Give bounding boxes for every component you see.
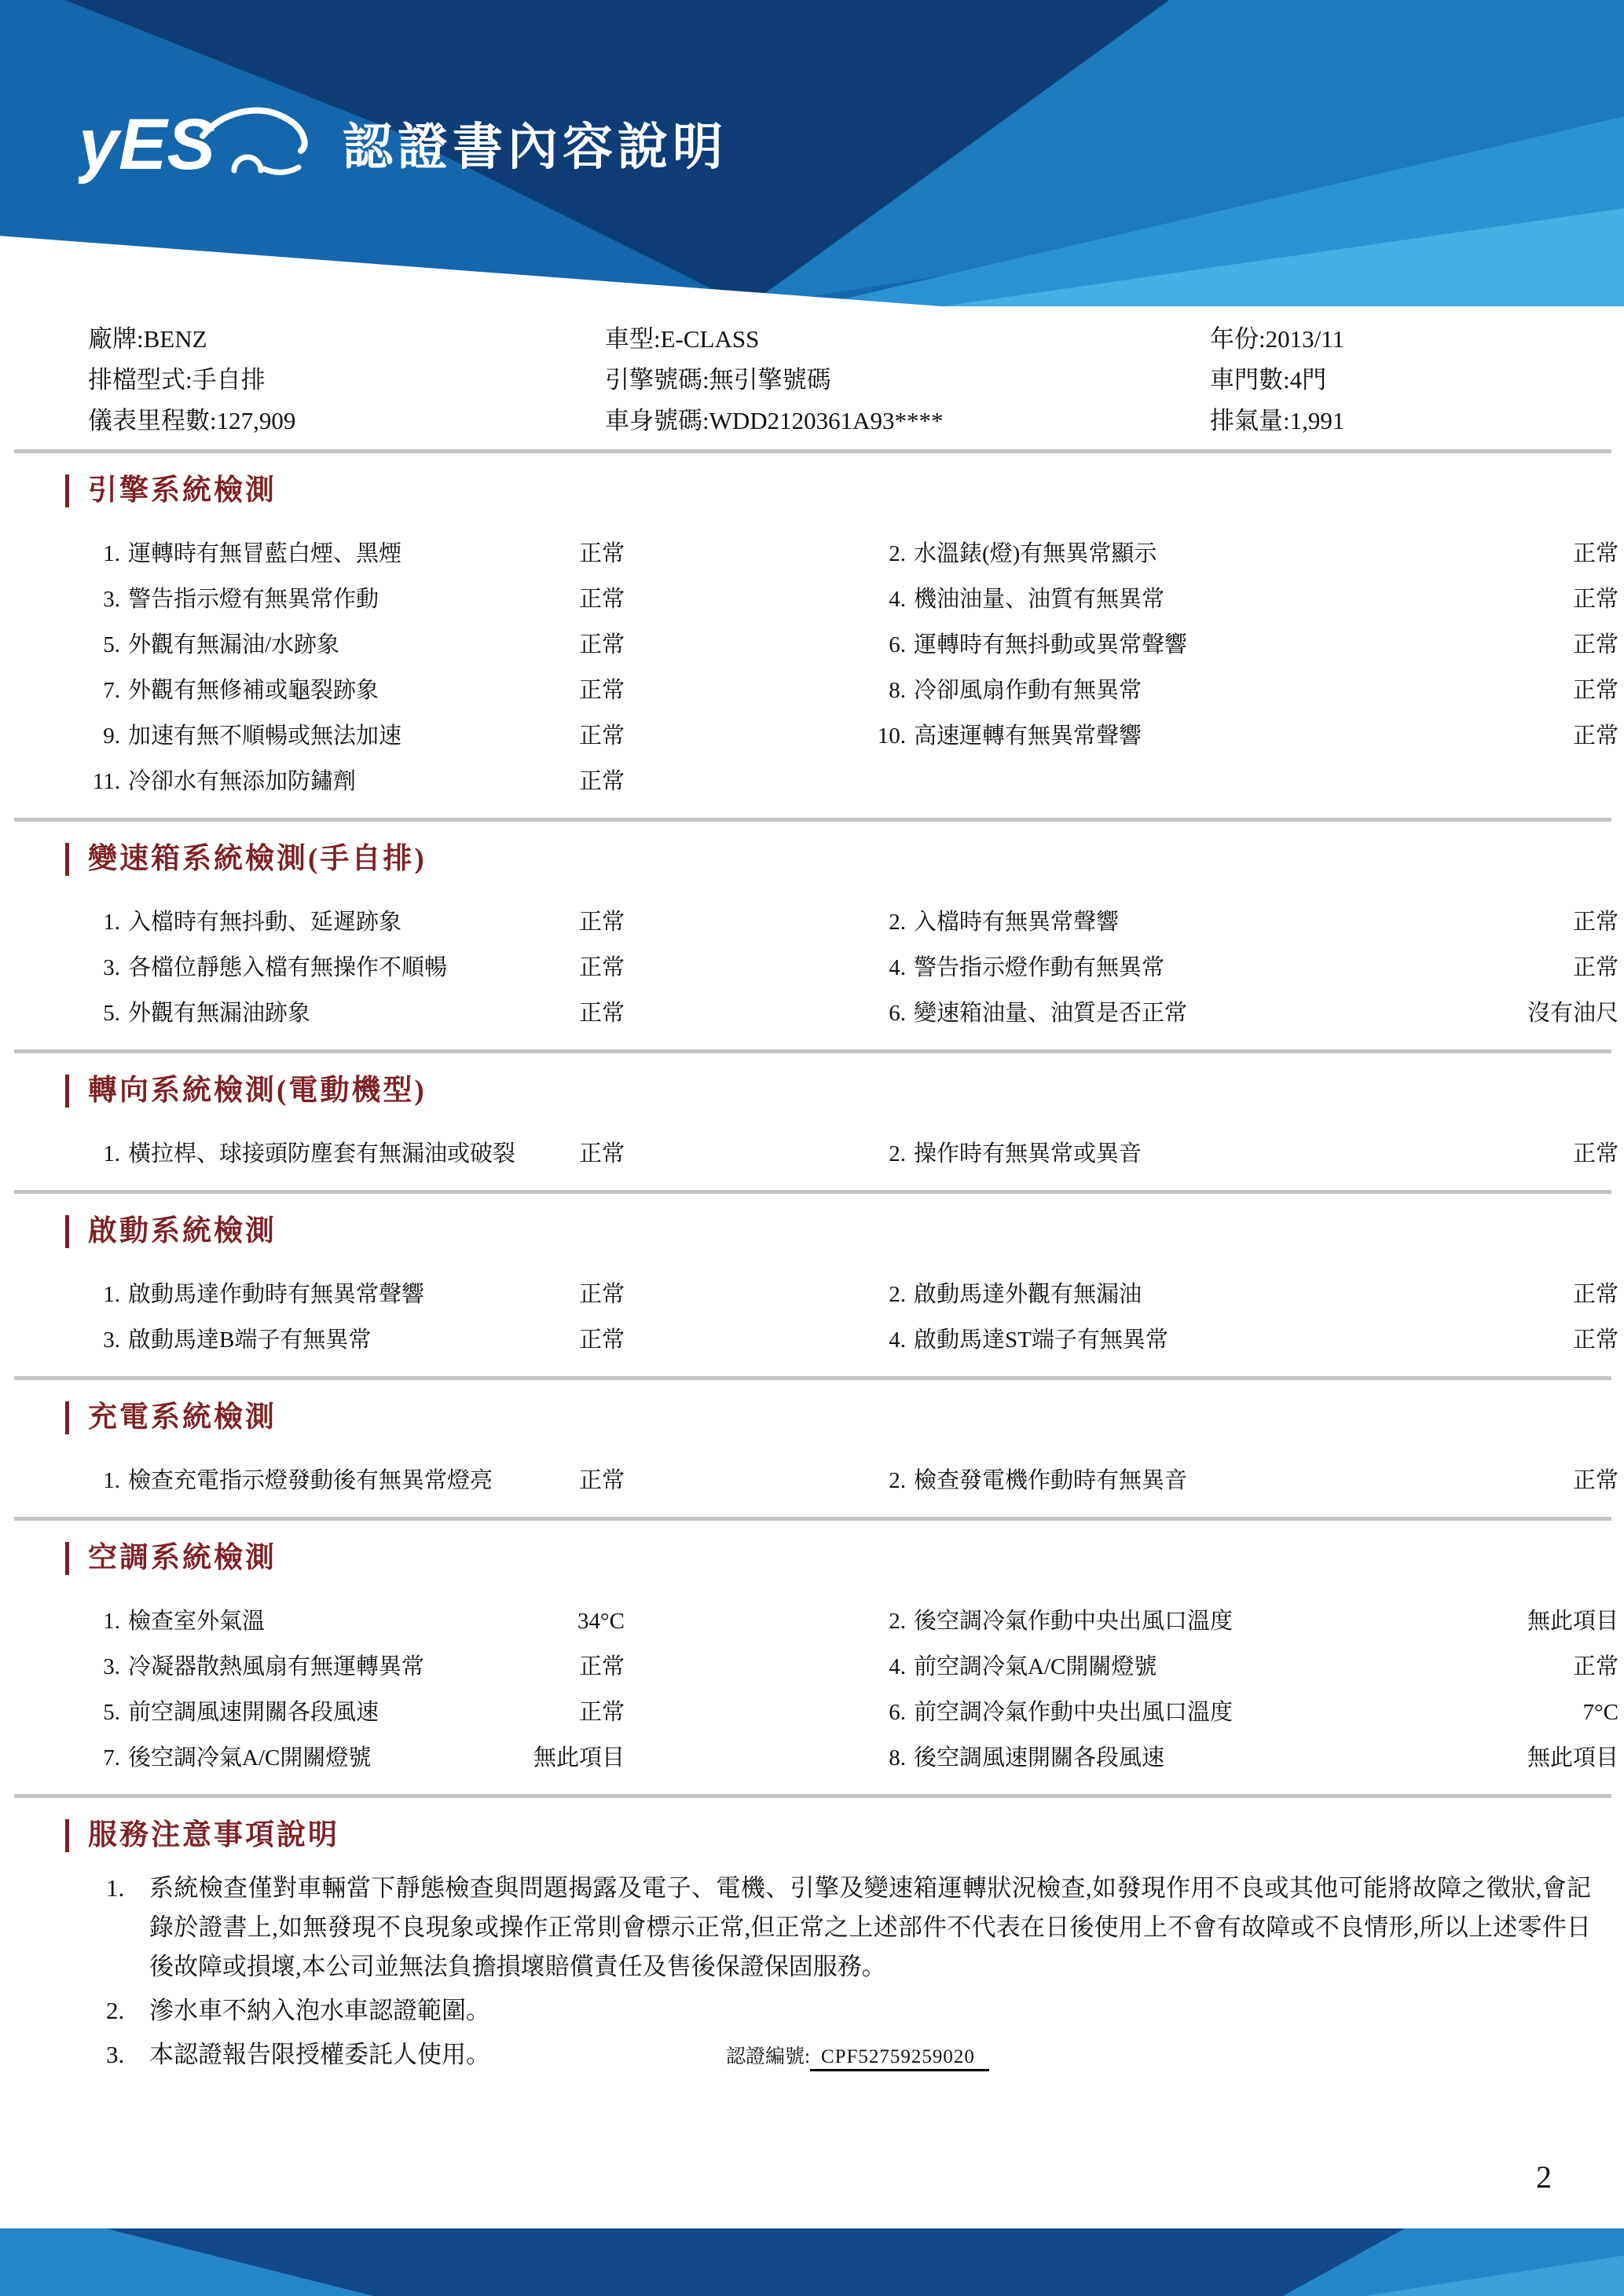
inspection-row xyxy=(0,756,1624,802)
item-result: 正常 xyxy=(1572,1653,1619,1679)
item-result: 正常 xyxy=(578,954,625,980)
vehicle-info-label: 年份 xyxy=(1210,325,1259,353)
inspection-row xyxy=(0,1733,1624,1778)
certificate-number-line xyxy=(726,2038,989,2077)
item-number: 11. xyxy=(92,768,120,794)
item-label: 水溫錶(燈)有無異常顯示 xyxy=(914,540,1157,566)
vehicle-info-label: 儀表里程數 xyxy=(88,407,210,434)
inspection-section xyxy=(0,1194,1624,1376)
item-label: 運轉時有無冒藍白煙、黑煙 xyxy=(128,540,402,566)
item-result: 正常 xyxy=(578,632,625,657)
inspection-item xyxy=(860,627,1619,659)
item-result: 正常 xyxy=(1572,1467,1619,1493)
vehicle-info-value: 1,991 xyxy=(1289,407,1345,434)
vehicle-info-field xyxy=(1210,319,1624,360)
item-number: 1. xyxy=(103,1281,120,1307)
yes-logo-text: yES xyxy=(79,104,215,185)
inspection-item xyxy=(860,1136,1619,1168)
item-result: 正常 xyxy=(1572,677,1619,703)
page-footer xyxy=(0,2228,1624,2296)
section-title: 變速箱系統檢測(手自排) xyxy=(88,843,427,875)
item-number: 1. xyxy=(103,1467,120,1493)
item-label: 外觀有無漏油/水跡象 xyxy=(128,632,340,657)
vehicle-info-colon: : xyxy=(1283,366,1290,394)
inspection-row xyxy=(0,943,1624,988)
item-result: 沒有油尺 xyxy=(1527,1000,1619,1026)
item-label: 後空調風速開關各段風速 xyxy=(914,1745,1165,1771)
inspection-item xyxy=(860,1463,1619,1495)
vehicle-info-label: 引擎號碼 xyxy=(605,366,702,394)
inspection-item xyxy=(75,581,625,613)
item-label: 前空調冷氣A/C開關燈號 xyxy=(914,1653,1157,1679)
item-number: 6. xyxy=(889,1699,906,1725)
inspection-item xyxy=(75,1649,625,1681)
inspection-item xyxy=(860,904,1619,936)
inspection-item xyxy=(860,1649,1619,1681)
item-label: 冷凝器散熱風扇有無運轉異常 xyxy=(128,1653,425,1679)
inspection-item xyxy=(860,1694,1619,1727)
page-title: 認證書內容說明 xyxy=(343,119,728,175)
item-result: 正常 xyxy=(578,1141,625,1166)
inspection-row xyxy=(0,711,1624,756)
item-number: 3. xyxy=(103,586,120,612)
inspection-section xyxy=(0,822,1624,1049)
item-result: 無此項目 xyxy=(1527,1608,1619,1634)
item-label: 高速運轉有無異常聲響 xyxy=(914,723,1142,749)
section-title: 引擎系統檢測 xyxy=(88,474,277,507)
inspection-item xyxy=(75,718,625,750)
item-number: 8. xyxy=(889,677,906,703)
item-result: 正常 xyxy=(578,540,625,566)
vehicle-info-value: E-CLASS xyxy=(660,325,760,353)
item-number: 1. xyxy=(103,1608,120,1634)
vehicle-info-colon: : xyxy=(210,407,217,434)
item-result: 正常 xyxy=(1572,909,1619,935)
item-result: 無此項目 xyxy=(1527,1745,1619,1771)
item-label: 啟動馬達外觀有無漏油 xyxy=(914,1281,1142,1307)
inspection-row xyxy=(0,988,1624,1034)
inspection-item xyxy=(75,1694,625,1727)
page-number: 2 xyxy=(1536,2159,1552,2195)
item-result: 正常 xyxy=(1572,1141,1619,1166)
section-title-bar xyxy=(65,1819,69,1852)
inspection-item xyxy=(75,1322,625,1354)
inspection-section-header xyxy=(0,1541,1624,1576)
vehicle-info-label: 車身號碼 xyxy=(605,407,702,434)
inspection-row xyxy=(0,665,1624,711)
inspection-item xyxy=(75,1136,625,1168)
inspection-item xyxy=(860,1276,1619,1309)
inspection-item xyxy=(860,536,1619,568)
vehicle-info-value: BENZ xyxy=(143,325,207,353)
inspection-item xyxy=(75,672,625,705)
vehicle-info-value: 127,909 xyxy=(216,407,296,434)
item-number: 4. xyxy=(889,1653,906,1679)
inspection-section-header xyxy=(0,842,1624,877)
inspection-row xyxy=(0,1596,1624,1642)
vehicle-info-label: 廠牌 xyxy=(88,325,137,353)
inspection-item xyxy=(860,672,1619,705)
vehicle-info-value: 2013/11 xyxy=(1265,325,1345,353)
item-result: 正常 xyxy=(578,1653,625,1679)
note-text: 本認證報告限授權委託人使用。 xyxy=(149,2041,490,2068)
item-result: 正常 xyxy=(1572,954,1619,980)
vehicle-info-colon: : xyxy=(185,366,192,394)
inspection-section xyxy=(0,1521,1624,1794)
item-label: 啟動馬達作動時有無異常聲響 xyxy=(128,1281,425,1307)
item-result: 正常 xyxy=(578,1327,625,1353)
car-silhouette-icon xyxy=(203,111,305,173)
vehicle-info-colon: : xyxy=(1259,325,1266,353)
inspection-section-header xyxy=(0,1074,1624,1108)
inspection-item xyxy=(860,1740,1619,1772)
item-label: 檢查發電機作動時有無異音 xyxy=(914,1467,1188,1493)
item-result: 無此項目 xyxy=(533,1745,625,1771)
note-text: 系統檢查僅對車輛當下靜態檢查與問題揭露及電子、電機、引擎及變速箱運轉狀況檢查,如發現作用不良或其他可能將故障之徵狀,會記錄於證書上,如無發現不良現象或操作正常則會標示正常,但正常之上述部件不代表在日後使用上不會有故障或不良情形,所以上述零件日後故障或損壞,本公司並無法負擔損壞賠償責任及售後保證保固服務。 xyxy=(149,1874,1591,1980)
vehicle-info-colon: : xyxy=(702,407,709,434)
inspection-item xyxy=(860,1603,1619,1635)
item-number: 7. xyxy=(103,1745,120,1771)
item-number: 2. xyxy=(889,1141,906,1166)
inspection-item xyxy=(75,950,625,982)
inspection-row xyxy=(0,529,1624,574)
item-result: 正常 xyxy=(578,1467,625,1493)
inspection-row xyxy=(0,1315,1624,1360)
inspection-item xyxy=(75,536,625,568)
inspection-item xyxy=(860,950,1619,982)
service-note xyxy=(0,1991,1624,2031)
item-number: 5. xyxy=(103,632,120,657)
brand-block xyxy=(79,96,728,190)
item-result: 正常 xyxy=(1572,586,1619,612)
item-label: 後空調冷氣A/C開關燈號 xyxy=(128,1745,372,1771)
note-number: 2. xyxy=(106,1997,125,2024)
item-result: 正常 xyxy=(578,1699,625,1725)
item-number: 3. xyxy=(103,954,120,980)
inspection-sections xyxy=(0,453,1624,1798)
inspection-row xyxy=(0,1129,1624,1174)
item-number: 3. xyxy=(103,1327,120,1353)
item-label: 機油油量、油質有無異常 xyxy=(914,586,1165,612)
item-number: 5. xyxy=(103,1699,120,1725)
service-notes-header xyxy=(0,1818,1624,1853)
section-title: 充電系統檢測 xyxy=(88,1401,277,1434)
inspection-section xyxy=(0,1380,1624,1517)
item-label: 冷卻水有無添加防鏽劑 xyxy=(128,768,357,794)
certificate-number-label: 認證編號: xyxy=(726,2046,810,2067)
item-label: 操作時有無異常或異音 xyxy=(914,1141,1142,1166)
section-title: 空調系統檢測 xyxy=(88,1542,277,1574)
item-number: 10. xyxy=(877,723,906,749)
vehicle-info-label: 排檔型式 xyxy=(88,366,185,394)
service-note xyxy=(0,2035,1624,2077)
item-label: 警告指示燈作動有無異常 xyxy=(914,954,1165,980)
item-result: 正常 xyxy=(578,723,625,749)
item-number: 1. xyxy=(103,540,120,566)
inspection-item xyxy=(75,1463,625,1495)
section-title-bar xyxy=(65,1401,69,1434)
note-number: 1. xyxy=(106,1874,125,1902)
item-number: 6. xyxy=(889,1000,906,1026)
item-result: 正常 xyxy=(578,1000,625,1026)
inspection-section xyxy=(0,1053,1624,1190)
item-result: 正常 xyxy=(578,909,625,935)
inspection-item xyxy=(75,1276,625,1309)
item-result: 正常 xyxy=(1572,723,1619,749)
item-result: 7°C xyxy=(1582,1699,1619,1725)
inspection-item xyxy=(75,764,625,796)
item-label: 前空調冷氣作動中央出風口溫度 xyxy=(914,1699,1234,1725)
item-number: 7. xyxy=(103,677,120,703)
section-title-bar xyxy=(65,843,69,876)
item-result: 正常 xyxy=(1572,1281,1619,1307)
item-number: 2. xyxy=(889,909,906,935)
vehicle-info-label: 排氣量 xyxy=(1210,407,1283,434)
vehicle-info-value: WDD2120361A93**** xyxy=(709,407,944,434)
item-result: 正常 xyxy=(578,586,625,612)
item-label: 啟動馬達ST端子有無異常 xyxy=(914,1327,1168,1353)
vehicle-info-field xyxy=(1210,360,1624,401)
inspection-section-header xyxy=(0,1401,1624,1435)
item-number: 2. xyxy=(889,540,906,566)
inspection-item xyxy=(75,627,625,659)
yes-logo xyxy=(79,96,314,190)
inspection-item xyxy=(75,904,625,936)
item-number: 4. xyxy=(889,586,906,612)
vehicle-info-value: 無引擎號碼 xyxy=(709,366,831,394)
section-title-bar xyxy=(65,1542,69,1575)
certificate-number: CPF52759259020 xyxy=(810,2046,989,2071)
inspection-row xyxy=(0,1456,1624,1501)
item-number: 2. xyxy=(889,1608,906,1634)
item-number: 1. xyxy=(103,1141,120,1166)
item-result: 正常 xyxy=(578,1281,625,1307)
vehicle-info-field xyxy=(605,401,1210,441)
vehicle-info-field xyxy=(88,401,605,441)
vehicle-info-label: 車型 xyxy=(605,325,654,353)
note-text: 滲水車不納入泡水車認證範圍。 xyxy=(149,1997,490,2024)
inspection-section-header xyxy=(0,1214,1624,1249)
inspection-section-header xyxy=(0,474,1624,508)
inspection-row xyxy=(0,1642,1624,1687)
inspection-item xyxy=(75,995,625,1027)
section-title-bar xyxy=(65,1215,69,1248)
inspection-item xyxy=(860,1322,1619,1354)
vehicle-info-colon: : xyxy=(1283,407,1290,434)
item-label: 變速箱油量、油質是否正常 xyxy=(914,1000,1188,1026)
item-label: 加速有無不順暢或無法加速 xyxy=(128,723,402,749)
inspection-row xyxy=(0,897,1624,943)
item-result: 34°C xyxy=(577,1608,625,1634)
section-title-bar xyxy=(65,1075,69,1108)
item-number: 6. xyxy=(889,632,906,657)
item-label: 檢查室外氣溫 xyxy=(128,1608,266,1634)
inspection-item xyxy=(860,581,1619,613)
note-number: 3. xyxy=(106,2041,125,2068)
item-number: 3. xyxy=(103,1653,120,1679)
item-result: 正常 xyxy=(1572,1327,1619,1353)
item-result: 正常 xyxy=(578,768,625,794)
vehicle-info-colon: : xyxy=(654,325,661,353)
vehicle-info-field xyxy=(1210,401,1624,441)
footer-shape-navy xyxy=(0,2228,1624,2296)
item-number: 1. xyxy=(103,909,120,935)
item-label: 外觀有無修補或龜裂跡象 xyxy=(128,677,379,703)
item-label: 入檔時有無抖動、延遲跡象 xyxy=(128,909,402,935)
section-title: 轉向系統檢測(電動機型) xyxy=(88,1075,427,1107)
inspection-item xyxy=(860,995,1619,1027)
inspection-item xyxy=(75,1603,625,1635)
vehicle-info-colon: : xyxy=(137,325,144,353)
item-number: 2. xyxy=(889,1281,906,1307)
item-number: 5. xyxy=(103,1000,120,1026)
item-result: 正常 xyxy=(1572,540,1619,566)
item-number: 2. xyxy=(889,1467,906,1493)
service-notes-section xyxy=(0,1798,1624,2077)
vehicle-info-field xyxy=(88,360,605,401)
item-label: 橫拉桿、球接頭防塵套有無漏油或破裂 xyxy=(128,1141,516,1166)
vehicle-info xyxy=(0,306,1624,449)
item-result: 正常 xyxy=(578,677,625,703)
vehicle-info-field xyxy=(605,319,1210,360)
item-label: 入檔時有無異常聲響 xyxy=(914,909,1120,935)
inspection-item xyxy=(75,1740,625,1772)
vehicle-info-value: 4門 xyxy=(1289,366,1327,394)
item-label: 冷卻風扇作動有無異常 xyxy=(914,677,1142,703)
inspection-row xyxy=(0,1269,1624,1315)
item-label: 檢查充電指示燈發動後有無異常燈亮 xyxy=(128,1467,493,1493)
item-label: 運轉時有無抖動或異常聲響 xyxy=(914,632,1188,657)
inspection-section xyxy=(0,453,1624,818)
vehicle-info-label: 車門數 xyxy=(1210,366,1283,394)
item-label: 警告指示燈有無異常作動 xyxy=(128,586,379,612)
inspection-row xyxy=(0,620,1624,665)
item-number: 4. xyxy=(889,954,906,980)
page-header xyxy=(0,0,1624,306)
vehicle-info-field xyxy=(88,319,605,360)
item-label: 各檔位靜態入檔有無操作不順暢 xyxy=(128,954,448,980)
inspection-row xyxy=(0,574,1624,620)
service-note xyxy=(0,1869,1624,1987)
item-number: 4. xyxy=(889,1327,906,1353)
inspection-item xyxy=(860,718,1619,750)
item-label: 後空調冷氣作動中央出風口溫度 xyxy=(914,1608,1234,1634)
item-number: 9. xyxy=(103,723,120,749)
item-label: 外觀有無漏油跡象 xyxy=(128,1000,311,1026)
item-number: 8. xyxy=(889,1745,906,1771)
item-label: 前空調風速開關各段風速 xyxy=(128,1699,379,1725)
item-result: 正常 xyxy=(1572,632,1619,657)
vehicle-info-colon: : xyxy=(702,366,709,394)
section-title: 服務注意事項說明 xyxy=(88,1819,339,1851)
item-label: 啟動馬達B端子有無異常 xyxy=(128,1327,372,1353)
inspection-row xyxy=(0,1687,1624,1733)
vehicle-info-value: 手自排 xyxy=(192,366,266,394)
vehicle-info-field xyxy=(605,360,1210,401)
section-title: 啟動系統檢測 xyxy=(88,1215,277,1247)
section-title-bar xyxy=(65,474,69,507)
